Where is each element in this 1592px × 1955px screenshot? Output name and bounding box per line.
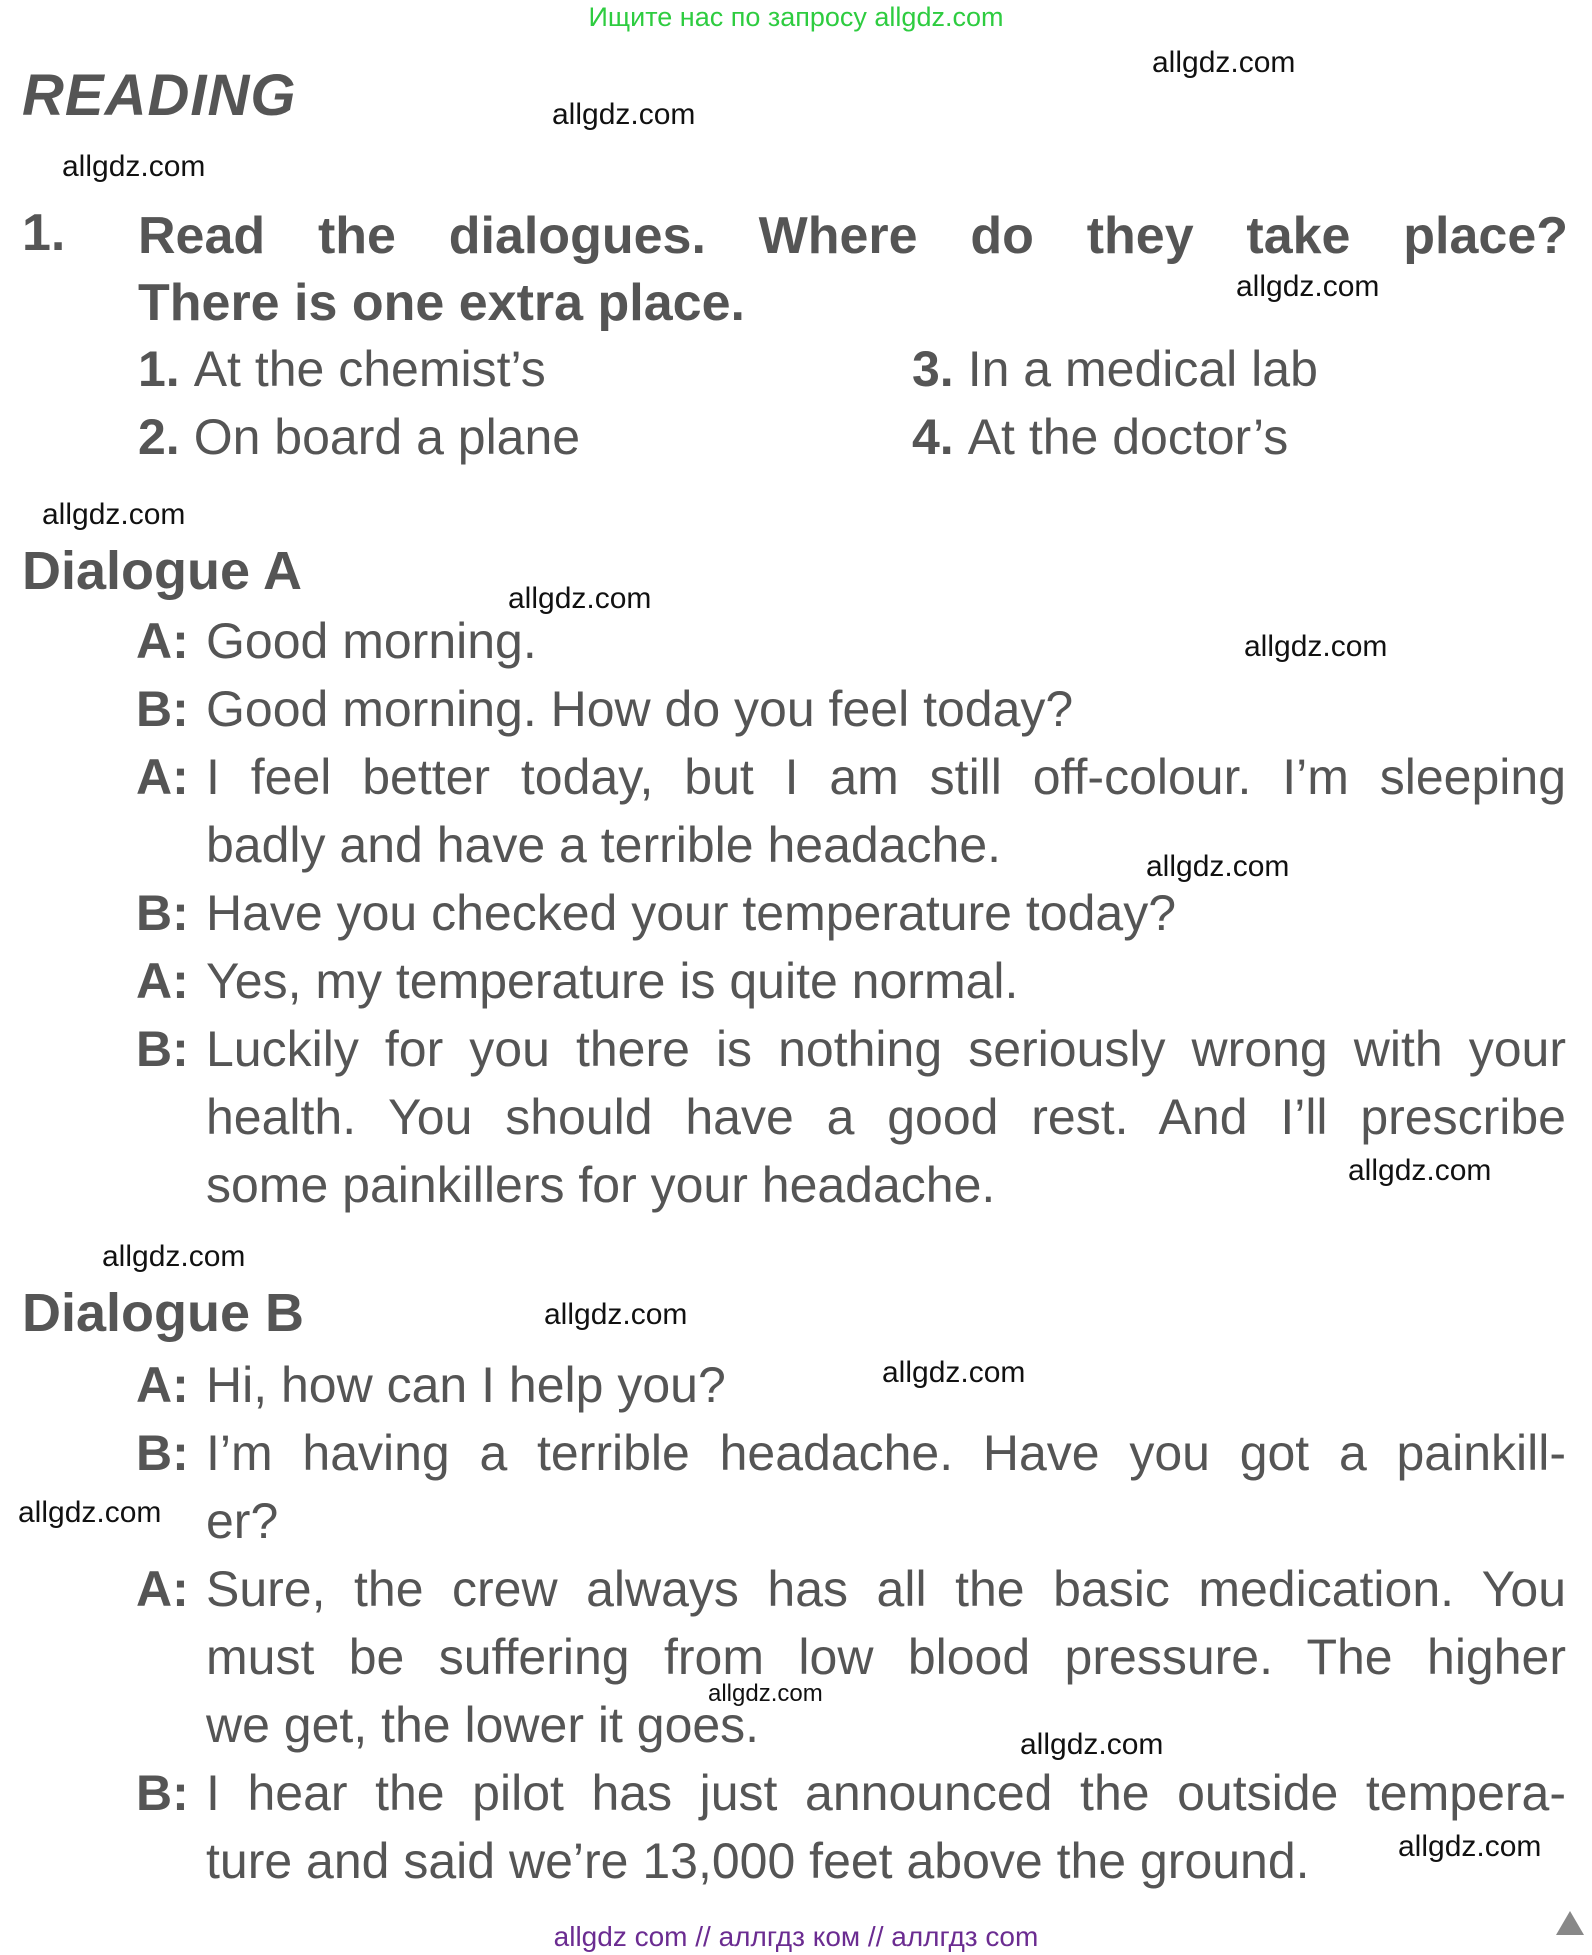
- line-text: Yes, my temperature is quite normal.: [206, 953, 1019, 1009]
- place-item: [138, 340, 546, 398]
- watermark: allgdz.com: [1152, 46, 1296, 79]
- place-text: At the doctor’s: [967, 409, 1289, 465]
- place-number: 1.: [138, 341, 180, 397]
- line-continuation: er?: [206, 1493, 279, 1549]
- watermark: allgdz.com: [552, 98, 696, 131]
- watermark: allgdz.com: [508, 582, 652, 615]
- watermark: allgdz.com: [42, 498, 186, 531]
- line-continuation: health. You should have a good rest. And I’ll prescribe: [206, 1089, 1566, 1145]
- speaker-label: B:: [136, 885, 189, 941]
- line-text: Hi, how can I help you?: [206, 1357, 726, 1413]
- line-continuation: we get, the lower it goes.: [206, 1697, 760, 1753]
- task-line-1: Read the dialogues. Where do they take place?: [138, 207, 1568, 265]
- dialogue-line: [136, 1356, 1566, 1414]
- watermark: allgdz.com: [102, 1240, 246, 1273]
- speaker-label: B:: [136, 681, 189, 737]
- line-text: Have you checked your temperature today?: [206, 885, 1176, 941]
- line-text: Sure, the crew always has all the basic medication. You: [206, 1561, 1566, 1617]
- place-number: 2.: [138, 409, 180, 465]
- watermark: allgdz.com: [1348, 1154, 1492, 1187]
- line-text: I hear the pilot has just announced the outside tempera-: [206, 1765, 1566, 1821]
- place-item: [912, 340, 1318, 398]
- speaker-label: A:: [136, 613, 189, 669]
- dialogue-line: [136, 1020, 1566, 1078]
- place-item: [912, 408, 1288, 466]
- place-text: In a medical lab: [967, 341, 1318, 397]
- place-text: At the chemist’s: [193, 341, 546, 397]
- dialogue-line: [136, 1424, 1566, 1482]
- watermark: allgdz.com: [1236, 270, 1380, 303]
- line-text: I feel better today, but I am still off-colour. I’m sleeping: [206, 749, 1566, 805]
- watermark: allgdz.com: [1398, 1830, 1542, 1863]
- place-text: On board a plane: [193, 409, 581, 465]
- watermark: allgdz.com: [708, 1680, 823, 1707]
- task-instruction: [138, 203, 1568, 337]
- dialogue-b-title: Dialogue B: [22, 1283, 305, 1343]
- line-continuation: ture and said we’re 13,000 feet above the ground.: [206, 1833, 1310, 1889]
- watermark: allgdz.com: [544, 1298, 688, 1331]
- speaker-label: B:: [136, 1765, 189, 1821]
- watermark: allgdz.com: [1146, 850, 1290, 883]
- dialogue-line: [136, 612, 1566, 670]
- speaker-label: B:: [136, 1425, 189, 1481]
- dialogue-line: [136, 952, 1566, 1010]
- dialogue-line: [136, 748, 1566, 806]
- dialogue-a-title: Dialogue A: [22, 541, 303, 601]
- footer-links: allgdz com // аллгдз ком // аллгдз com: [553, 1921, 1039, 1952]
- dialogue-line: [136, 1560, 1566, 1618]
- dialogue-line: [136, 680, 1566, 738]
- line-text: Luckily for you there is nothing seriously wrong with your: [206, 1021, 1566, 1077]
- watermark: allgdz.com: [882, 1356, 1026, 1389]
- speaker-label: B:: [136, 1021, 189, 1077]
- scroll-up-triangle-icon[interactable]: [1556, 1911, 1584, 1935]
- watermark: allgdz.com: [1244, 630, 1388, 663]
- watermark: allgdz.com: [18, 1496, 162, 1529]
- place-number: 4.: [912, 409, 954, 465]
- line-continuation: some painkillers for your headache.: [206, 1157, 996, 1213]
- line-text: Good morning.: [206, 613, 537, 669]
- task-number: 1.: [22, 204, 66, 262]
- top-banner: Ищите нас по запросу allgdz.com: [588, 2, 1004, 32]
- watermark: allgdz.com: [62, 150, 206, 183]
- section-title: READING: [22, 63, 297, 128]
- watermark: allgdz.com: [1020, 1728, 1164, 1761]
- line-text: I’m having a terrible headache. Have you got a painkill-: [206, 1425, 1566, 1481]
- speaker-label: A:: [136, 1357, 189, 1413]
- place-item: [138, 408, 580, 466]
- task-line-2: There is one extra place.: [138, 274, 745, 332]
- speaker-label: A:: [136, 953, 189, 1009]
- dialogue-line: [136, 884, 1566, 942]
- speaker-label: A:: [136, 1561, 189, 1617]
- line-text: Good morning. How do you feel today?: [206, 681, 1074, 737]
- line-continuation: badly and have a terrible headache.: [206, 817, 1002, 873]
- place-number: 3.: [912, 341, 954, 397]
- line-continuation: must be suffering from low blood pressure. The higher: [206, 1629, 1566, 1685]
- speaker-label: A:: [136, 749, 189, 805]
- dialogue-line: [136, 1764, 1566, 1822]
